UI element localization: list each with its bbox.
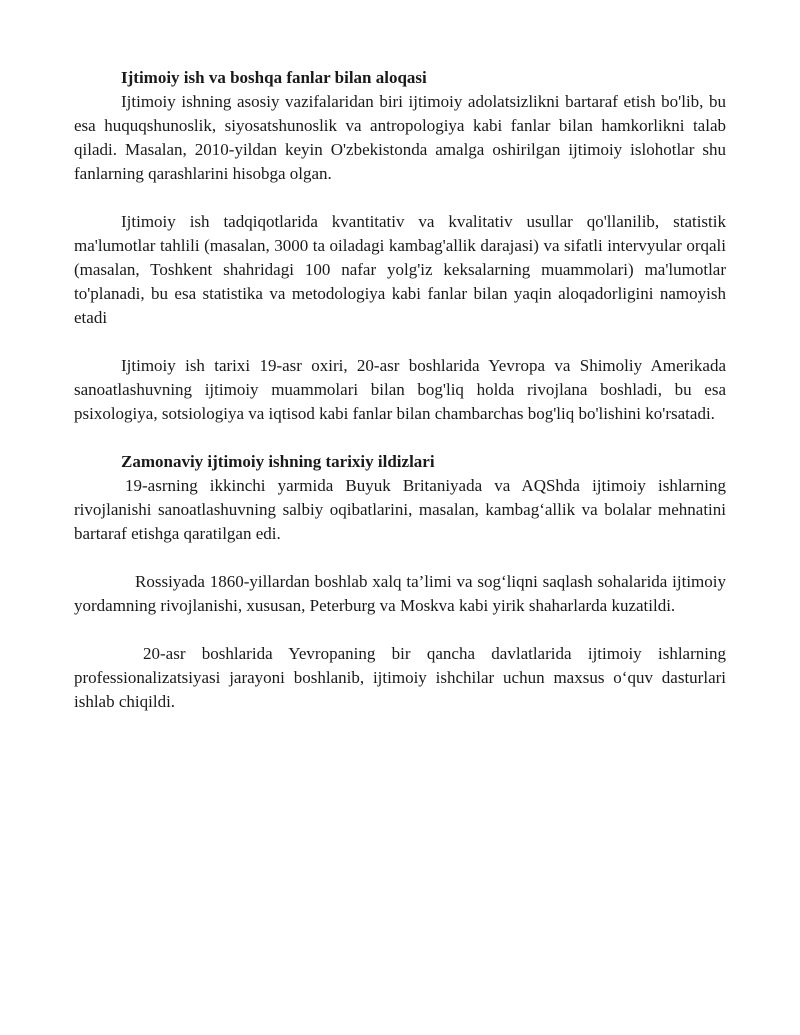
- paragraph-research-methods: Ijtimoiy ish tadqiqotlarida kvantitativ va kvalitativ usullar qo'llanilib, statistik ma'lumotlar tahlili (masalan, 3000 ta oiladagi kambag'allik darajasi) va sifatli intervyular orqali (masalan, Toshkent shahridagi 100 nafar yolg'iz keksalarning muammolari) ma'lumotlar to'planadi, bu esa statistika va metodologiya kabi fanlar bilan yaqin aloqadorligini namoyish etadi: [74, 212, 726, 327]
- document-page: [74, 66, 726, 714]
- paragraph-history: Ijtimoiy ish tarixi 19-asr oxiri, 20-asr boshlarida Yevropa va Shimoliy Amerikada sanoatlashuvning ijtimoiy muammolari bilan bog'liq holda rivojlana boshladi, bu esa psixologiya, sotsiologiya va iqtisod kabi fanlar bilan chambarchas bog'liq bo'lishini ko'rsatadi.: [74, 356, 726, 423]
- paragraph-russia: Rossiyada 1860-yillardan boshlab xalq ta’limi va sog‘liqni saqlash sohalarida ijtimoiy yordamning rivojlanishi, xususan, Peterburg va Moskva kabi yirik shaharlarda kuzatildi.: [74, 572, 726, 615]
- paragraph-britain-usa: 19-asrning ikkinchi yarmida Buyuk Britaniyada va AQShda ijtimoiy ishlarning rivojlanishi sanoatlashuvning salbiy oqibatlarini, masalan, kambag‘allik va bolalar mehnatini bartaraf etishga qaratilgan edi.: [74, 476, 726, 543]
- section-heading-relations: Ijtimoiy ish va boshqa fanlar bilan aloqasi: [121, 68, 427, 87]
- section-heading-roots: Zamonaviy ijtimoiy ishning tarixiy ildizlari: [121, 452, 435, 471]
- paragraph-europe: 20-asr boshlarida Yevropaning bir qancha davlatlarida ijtimoiy ishlarning professionalizatsiyasi jarayoni boshlanib, ijtimoiy ishchilar uchun maxsus o‘quv dasturlari ishlab chiqildi.: [74, 644, 726, 711]
- paragraph-social-justice: Ijtimoiy ishning asosiy vazifalaridan biri ijtimoiy adolatsizlikni bartaraf etish bo'lib, bu esa huquqshunoslik, siyosatshunoslik va antropologiya kabi fanlar bilan hamkorlikni talab qiladi. Masalan, 2010-yildan keyin O'zbekistonda amalga oshirilgan ijtimoiy islohotlar shu fanlarning qarashlarini hisobga olgan.: [74, 92, 726, 183]
